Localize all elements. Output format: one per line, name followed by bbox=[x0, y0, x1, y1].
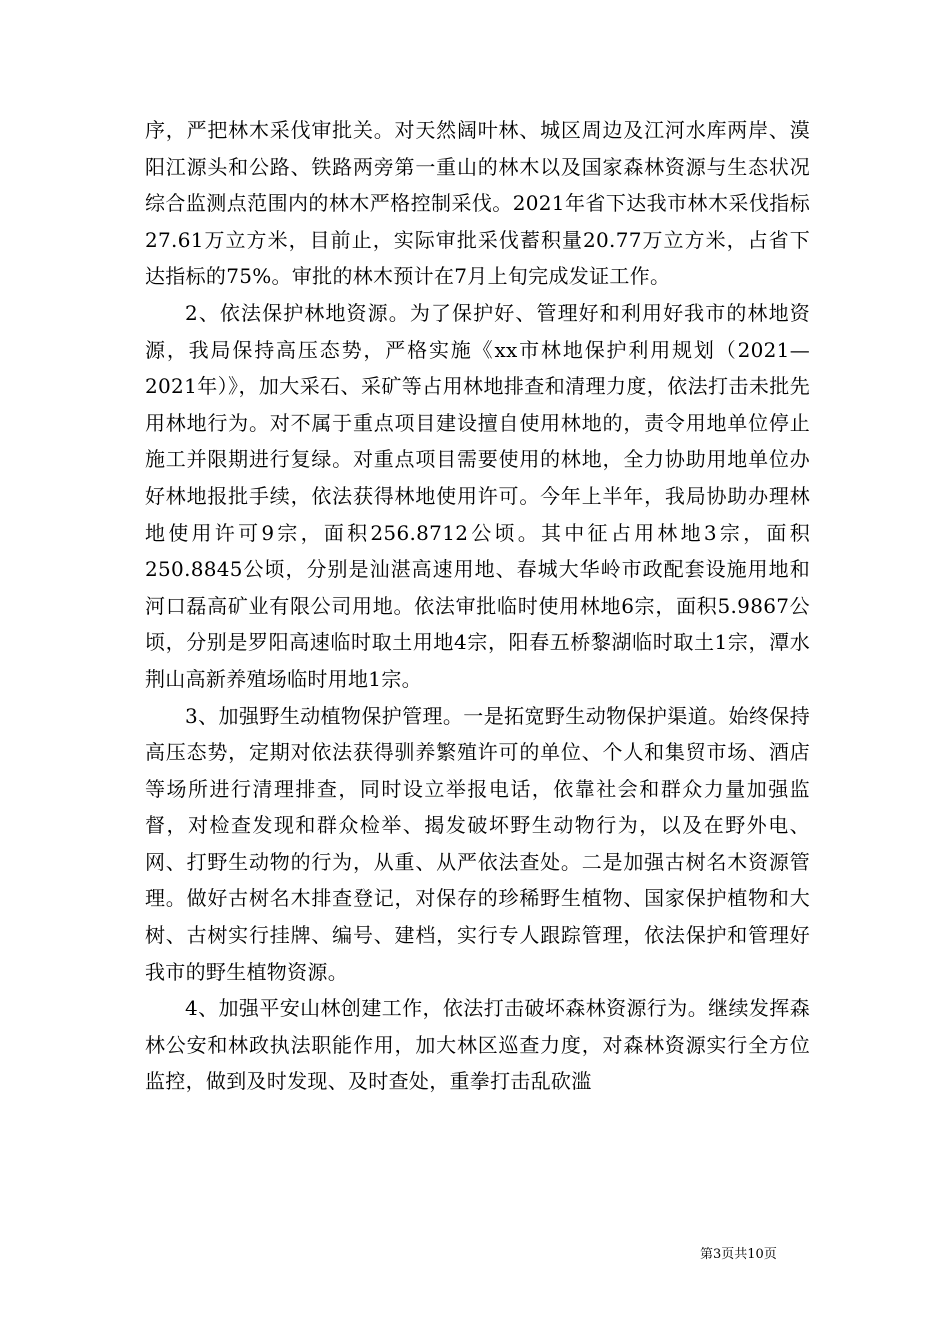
paragraph-1: 序，严把林木采伐审批关。对天然阔叶林、城区周边及江河水库两岸、漠阳江源头和公路、铁路两旁第一重山的林木以及国家森林资源与生态状况综合监测点范围内的林木严格控制采伐。2021年省下达我市林木采伐指标27.61万立方米，目前止，实际审批采伐蓄积量20.77万立方米，占省下达指标的75%。审批的林木预计在7月上旬完成发证工作。 bbox=[145, 118, 810, 289]
paragraph-2: 2、依法保护林地资源。为了保护好、管理好和利用好我市的林地资源，我局保持高压态势，严格实施《xx市林地保护利用规划（2021—2021年）》，加大采石、采矿等占用林地排查和清理力度，依法打击未批先用林地行为。对不属于重点项目建设擅自使用林地的，责令用地单位停止施工并限期进行复绿。对重点项目需要使用的林地，全力协助用地单位办好林地报批手续，依法获得林地使用许可。今年上半年，我局协助办理林地使用许可9宗，面积256.8712公顷。其中征占用林地3宗，面积250.8845公顷，分别是汕湛高速用地、春城大华岭市政配套设施用地和河口磊高矿业有限公司用地。依法审批临时使用林地6宗，面积5.9867公顷，分别是罗阳高速临时取土用地4宗，阳春五桥黎湖临时取土1宗，潭水荆山高新养殖场临时用地1宗。 bbox=[145, 300, 810, 691]
document-body bbox=[145, 112, 810, 1100]
page-number-footer: 第3页共10页 bbox=[700, 1247, 777, 1262]
paragraph-4: 4、加强平安山林创建工作，依法打击破坏森林资源行为。继续发挥森林公安和林政执法职能作用，加大林区巡查力度，对森林资源实行全方位监控，做到及时发现、及时查处，重拳打击乱砍滥 bbox=[145, 996, 810, 1094]
paragraph-3: 3、加强野生动植物保护管理。一是拓宽野生动物保护渠道。始终保持高压态势，定期对依法获得驯养繁殖许可的单位、个人和集贸市场、酒店等场所进行清理排查，同时设立举报电话，依靠社会和群众力量加强监督，对检查发现和群众检举、揭发破坏野生动物行为，以及在野外电、网、打野生动物的行为，从重、从严依法查处。二是加强古树名木资源管理。做好古树名木排查登记，对保存的珍稀野生植物、国家保护植物和大树、古树实行挂牌、编号、建档，实行专人跟踪管理，依法保护和管理好我市的野生植物资源。 bbox=[145, 703, 810, 984]
